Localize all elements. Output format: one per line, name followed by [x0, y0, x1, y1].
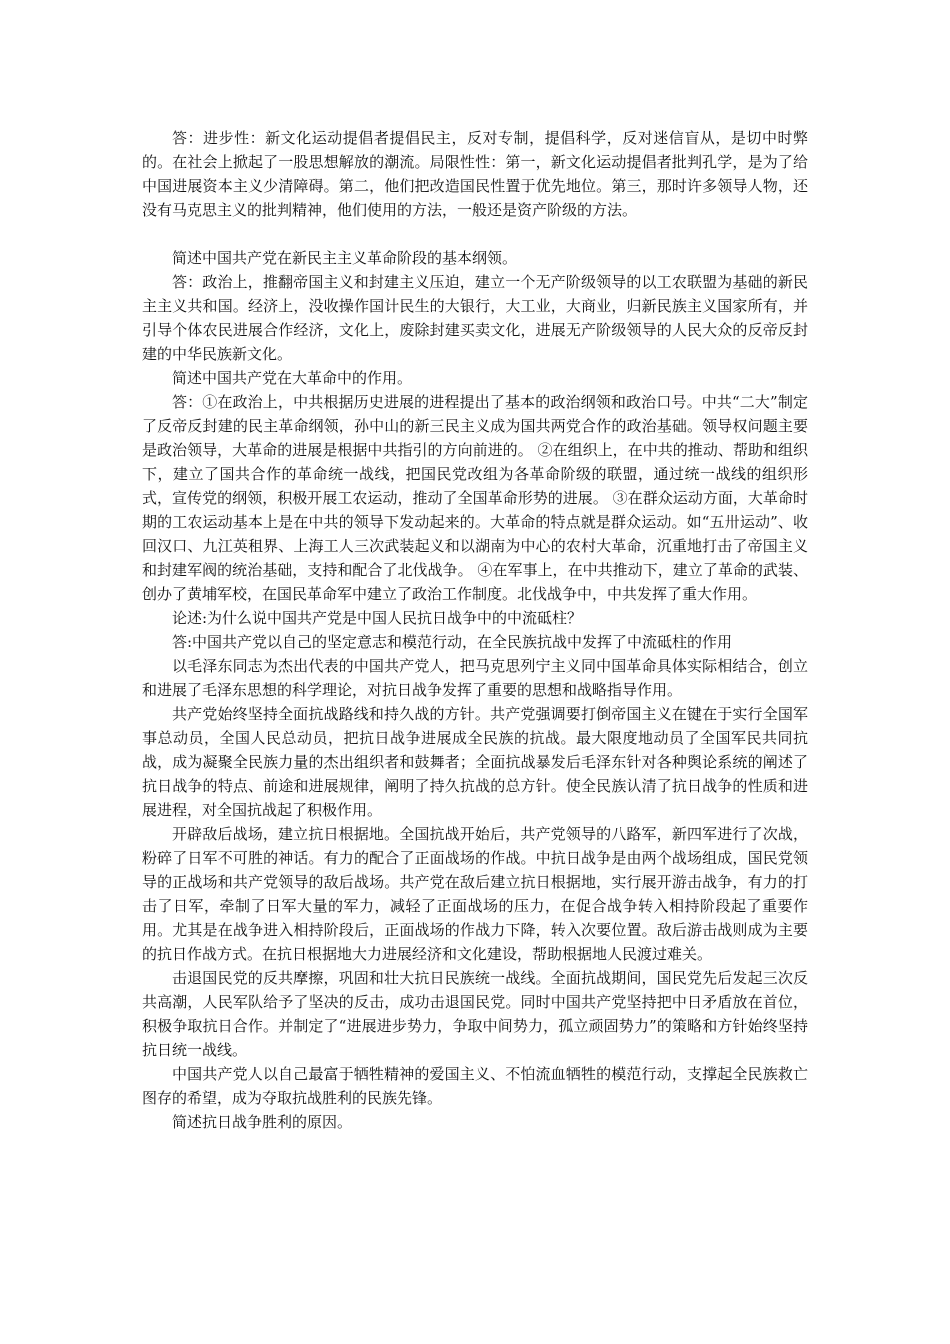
answer-basic-program: 答：政治上，推翻帝国主义和封建主义压迫，建立一个无产阶级领导的以工农联盟为基础的新民主主义共和国。经济上，没收操作国计民生的大银行，大工业，大商业，归新民族主义国家所有，并引导个体农民进展合作经济，文化上，废除封建买卖文化，进展无产阶级领导的人民大众的反帝反封建的中华民族新文化。	[142, 273, 808, 363]
answer-mainstay-line: 共产党始终坚持全面抗战路线和持久战的方针。共产党强调要打倒帝国主义在键在于实行全国军事总动员，全国人民总动员，把抗日战争进展成全民族的抗战。最大限度地动员了全国军民共同抗战，成为凝聚全民族力量的杰出组织者和鼓舞者；全面抗战暴发后毛泽东针对各种舆论系统的阐述了抗日战争的特点、前途和进展规律，阐明了持久抗战的总方针。使全民族认清了抗日战争的性质和进展进程，对全国抗战起了积极作用。	[142, 705, 808, 819]
answer-mainstay-theory: 以毛泽东同志为杰出代表的中国共产党人，把马克思列宁主义同中国革命具体实际相结合，创立和进展了毛泽东思想的科学理论，对抗日战争发挥了重要的思想和战略指导作用。	[142, 657, 808, 699]
answer-mainstay-united-front: 击退国民党的反共摩擦，巩固和壮大抗日民族统一战线。全面抗战期间，国民党先后发起三次反共高潮，人民军队给予了坚决的反击，成功击退国民党。同时中国共产党坚持把中日矛盾放在首位，积极争取抗日合作。并制定了“进展进步势力，争取中间势力，孤立顽固势力”的策略和方针始终坚持抗日统一战线。	[142, 969, 808, 1059]
question-victory-reasons: 简述抗日战争胜利的原因。	[172, 1113, 353, 1131]
question-great-revolution-role: 简述中国共产党在大革命中的作用。	[172, 369, 413, 387]
answer-mainstay-vanguard: 中国共产党人以自己最富于牺牲精神的爱国主义、不怕流血牺牲的模范行动，支撑起全民族救亡图存的希望，成为夺取抗战胜利的民族先锋。	[142, 1065, 808, 1107]
answer-great-revolution-role: 答：①在政治上，中共根据历史进展的进程提出了基本的政治纲领和政治口号。中共“二大”制定了反帝反封建的民主革命纲领，孙中山的新三民主义成为国共两党合作的政治基础。领导权问题主要是政治领导，大革命的进展是根据中共指引的方向前进的。 ②在组织上，在中共的推动、帮助和组织下，建立了国共合作的革命统一战线，把国民党改组为各革命阶级的联盟，通过统一战线的组织形式，宣传党的纲领，积极开展工农运动，推动了全国革命形势的进展。 ③在群众运动方面，大革命时期的工农运动基本上是在中共的领导下发动起来的。大革命的特点就是群众运动。如“五卅运动”、收回汉口、九江英租界、上海工人三次武装起义和以湖南为中心的农村大革命，沉重地打击了帝国主义和封建军阀的统治基础，支持和配合了北伐战争。 ④在军事上，在中共推动下，建立了革命的武装、创办了黄埔军校，在国民革命军中建立了政治工作制度。北伐战争中，中共发挥了重大作用。	[142, 393, 808, 603]
paragraph-gap	[142, 222, 808, 246]
answer-new-culture-movement: 答：进步性：新文化运动提倡者提倡民主，反对专制，提倡科学，反对迷信盲从，是切中时弊的。在社会上掀起了一股思想解放的潮流。局限性性：第一，新文化运动提倡者批判孔学，是为了给中国进展资本主义少清障碍。第二，他们把改造国民性置于优先地位。第三，那时许多领导人物，还没有马克思主义的批判精神，他们使用的方法，一般还是资产阶级的方法。	[142, 129, 808, 219]
answer-mainstay-intro: 答:中国共产党以自己的坚定意志和模范行动，在全民族抗战中发挥了中流砥柱的作用	[172, 633, 733, 651]
question-mainstay: 论述:为什么说中国共产党是中国人民抗日战争中的中流砥柱？	[172, 609, 583, 627]
answer-mainstay-battlefield: 开辟敌后战场，建立抗日根据地。全国抗战开始后，共产党领导的八路军，新四军进行了次战，粉碎了日军不可胜的神话。有力的配合了正面战场的作战。中抗日战争是由两个战场组成，国民党领导的正战场和共产党领导的敌后战场。共产党在敌后建立抗日根据地，实行展开游击战争，有力的打击了日军，牵制了日军大量的军力，减轻了正面战场的压力，在促合战争转入相持阶段起了重要作用。尤其是在战争进入相持阶段后，正面战场的作战力下降，转入次要位置。敌后游击战则成为主要的抗日作战方式。在抗日根据地大力进展经济和文化建设，帮助根据地人民渡过难关。	[142, 825, 808, 963]
question-basic-program: 简述中国共产党在新民主主义革命阶段的基本纲领。	[172, 249, 518, 267]
